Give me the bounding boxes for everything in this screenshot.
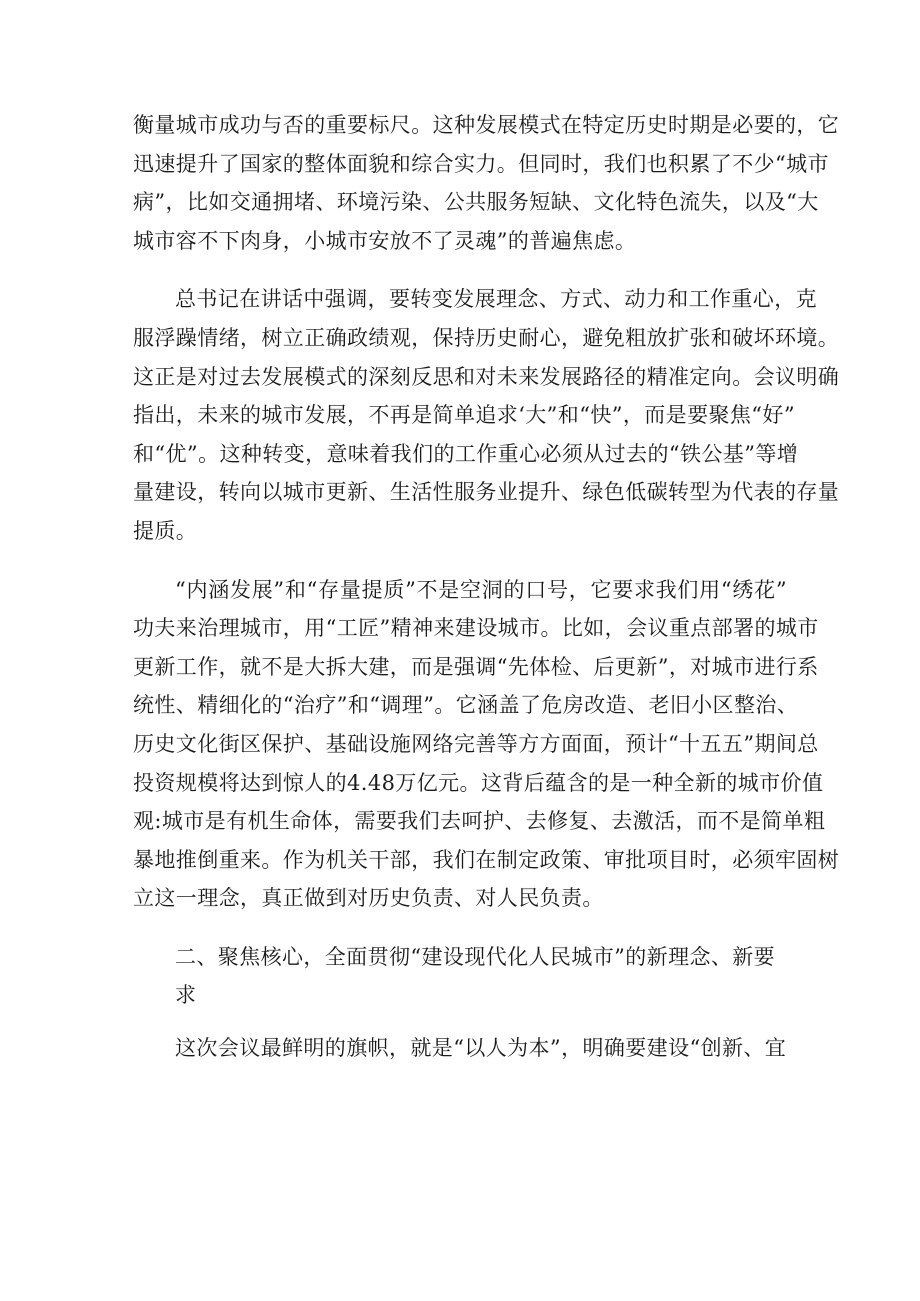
paragraph-2 — [133, 280, 840, 550]
paragraph-1 — [133, 106, 840, 260]
paragraph-line: 暴地推倒重来。作为机关干部，我们在制定政策、审批项目时，必须牢固树 — [133, 847, 840, 872]
paragraph-line: 总书记在讲话中强调，要转变发展理念、方式、动力和工作重心，克 — [175, 287, 817, 312]
paragraph-gap — [133, 551, 787, 571]
section-heading: 二、聚焦核心，全面贯彻“建设现代化人民城市”的新理念、新要求 — [175, 944, 776, 1008]
paragraph-gap — [133, 260, 787, 280]
paragraph-line: 更新工作，就不是大拆大建，而是强调“先体检、后更新”，对城市进行系 — [133, 654, 819, 679]
paragraph-line: 统性、精细化的“治疗”和“调理”。它涵盖了危房改造、老旧小区整治、 — [133, 693, 799, 718]
paragraph-line: 服浮躁情绪，树立正确政绩观，保持历史耐心，避免粗放扩张和破坏环境。 — [133, 325, 840, 350]
paragraph-line: “内涵发展”和“存量提质”不是空洞的口号，它要求我们用“绣花” — [175, 577, 787, 602]
paragraph-gap — [133, 1015, 787, 1029]
paragraph-line: 立这一理念，真正做到对历史负责、对人民负责。 — [133, 886, 604, 911]
paragraph-3 — [133, 571, 840, 918]
paragraph-line: 迅速提升了国家的整体面貌和综合实力。但同时，我们也积累了不少“城市 — [133, 151, 829, 176]
closing-line: 这次会议最鲜明的旗帜，就是“以人为本”，明确要建设“创新、宜 — [175, 1036, 787, 1061]
paragraph-line: 观:城市是有机生命体，需要我们去呵护、去修复、去激活，而不是简单粗 — [133, 809, 826, 834]
paragraph-line: 城市容不下肉身，小城市安放不了灵魂”的普遍焦虑。 — [133, 228, 637, 253]
paragraph-line: 投资规模将达到惊人的4.48万亿元。这背后蕴含的是一种全新的城市价值 — [133, 770, 824, 795]
paragraph-line: 病”，比如交通拥堵、环境污染、公共服务短缺、文化特色流失，以及“大 — [133, 190, 819, 215]
paragraph-line: 这正是对过去发展模式的深刻反思和对未来发展路径的精准定向。会议明确 — [133, 364, 840, 389]
paragraph-line: 量建设，转向以城市更新、生活性服务业提升、绿色低碳转型为代表的存量 — [133, 480, 840, 505]
paragraph-line: 指出，未来的城市发展，不再是简单追求‘大”和“快”，而是要聚焦“好” — [133, 403, 795, 428]
paragraph-line: 衡量城市成功与否的重要标尺。这种发展模式在特定历史时期是必要的，它 — [133, 113, 840, 137]
paragraph-line: 历史文化街区保护、基础设施网络完善等方方面面，预计“十五五”期间总 — [133, 731, 819, 756]
paragraph-gap — [133, 918, 787, 938]
document-page — [133, 106, 840, 1068]
paragraph-line: 和“优”。这种转变，意味着我们的工作重心必须从过去的“铁公基”等增 — [133, 441, 799, 466]
paragraph-line: 功夫来治理城市，用“工匠”精神来建设城市。比如，会议重点部署的城市 — [133, 616, 819, 641]
paragraph-line: 提质。 — [133, 518, 198, 543]
